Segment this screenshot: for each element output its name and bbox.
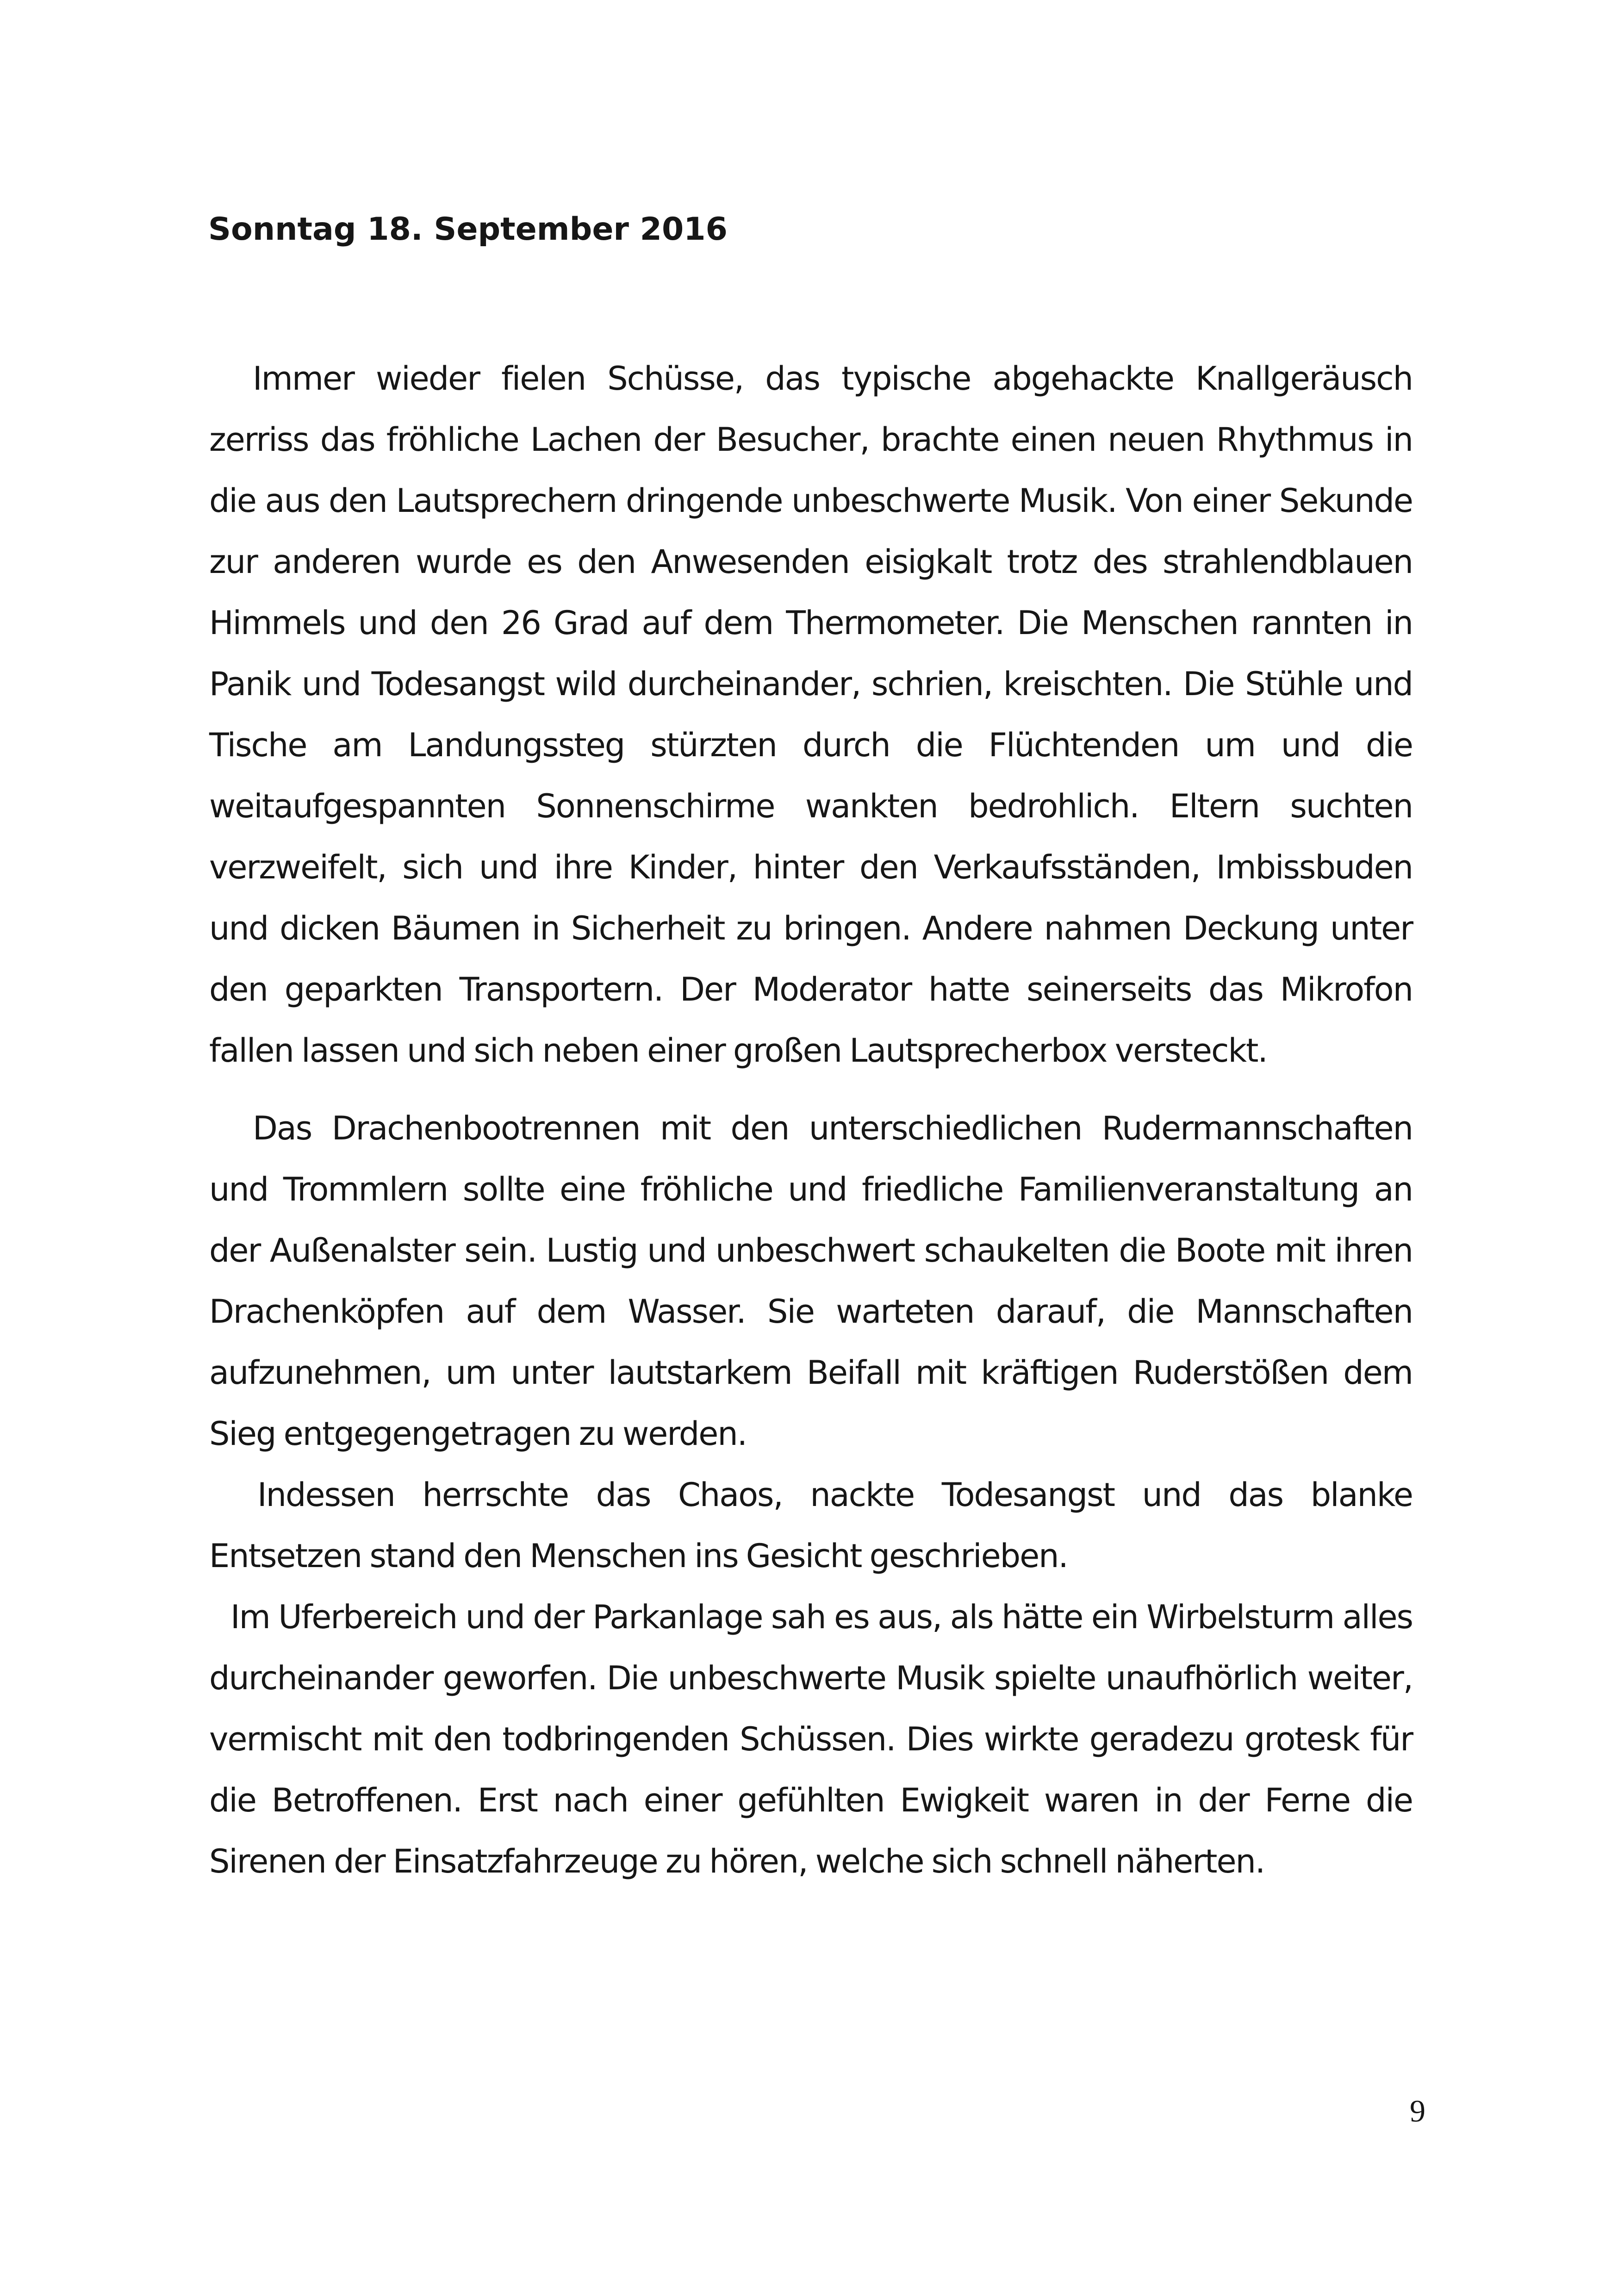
paragraph-2: Das Drachenbootrennen mit den unterschiedlichen Rudermannschaften und Trommlern sollte eine fröhliche und friedliche Familienveranstaltung an der Außenalster sein. Lustig und unbeschwert schaukelten die Boote mit ihren Drachenköpfen auf dem Wasser. Sie warteten darauf, die Mannschaften aufzunehmen, um unter lautstarkem Beifall mit kräftigen Ruderstößen dem Sieg entgegengetragen zu werden. xyxy=(209,1109,1413,1453)
paragraph-3: Indessen herrschte das Chaos, nackte Todesangst und das blanke Entsetzen stand den Menschen ins Gesicht geschrieben. xyxy=(209,1476,1413,1575)
page-number: 9 xyxy=(1410,2093,1425,2128)
paragraph-1: Immer wieder fielen Schüsse, das typische abgehackte Knallgeräusch zerriss das fröhliche Lachen der Besucher, brachte einen neuen Rhythmus in die aus den Lautsprechern dringende unbeschwerte Musik. Von einer Sekunde zur anderen wurde es den Anwesenden eisigkalt trotz des strahlendblauen Himmels und den 26 Grad auf dem Thermometer. Die Menschen rannten in Panik und Todesangst wild durcheinander, schrien, kreischten. Die Stühle und Tische am Landungssteg stürzten durch die Flüchtenden um und die weitaufgespannten Sonnenschirme wankten bedrohlich. Eltern suchten verzweifelt, sich und ihre Kinder, hinter den Verkaufsständen, Imbissbuden und dicken Bäumen in Sicherheit zu bringen. Andere nahmen Deckung unter den geparkten Transportern. Der Moderator hatte seinerseits das Mikrofon fallen lassen und sich neben einer großen Lautsprecherbox versteckt. xyxy=(209,360,1413,1070)
body-text xyxy=(209,348,1413,1892)
chapter-heading: Sonntag 18. September 2016 xyxy=(208,211,728,248)
paragraph-4: Im Uferbereich und der Parkanlage sah es aus, als hätte ein Wirbelsturm alles durcheinander geworfen. Die unbeschwerte Musik spielte unaufhörlich weiter, vermischt mit den todbringenden Schüssen. Dies wirkte geradezu grotesk für die Betroffenen. Erst nach einer gefühlten Ewigkeit waren in der Ferne die Sirenen der Einsatzfahrzeuge zu hören, welche sich schnell näherten. xyxy=(209,1598,1413,1880)
